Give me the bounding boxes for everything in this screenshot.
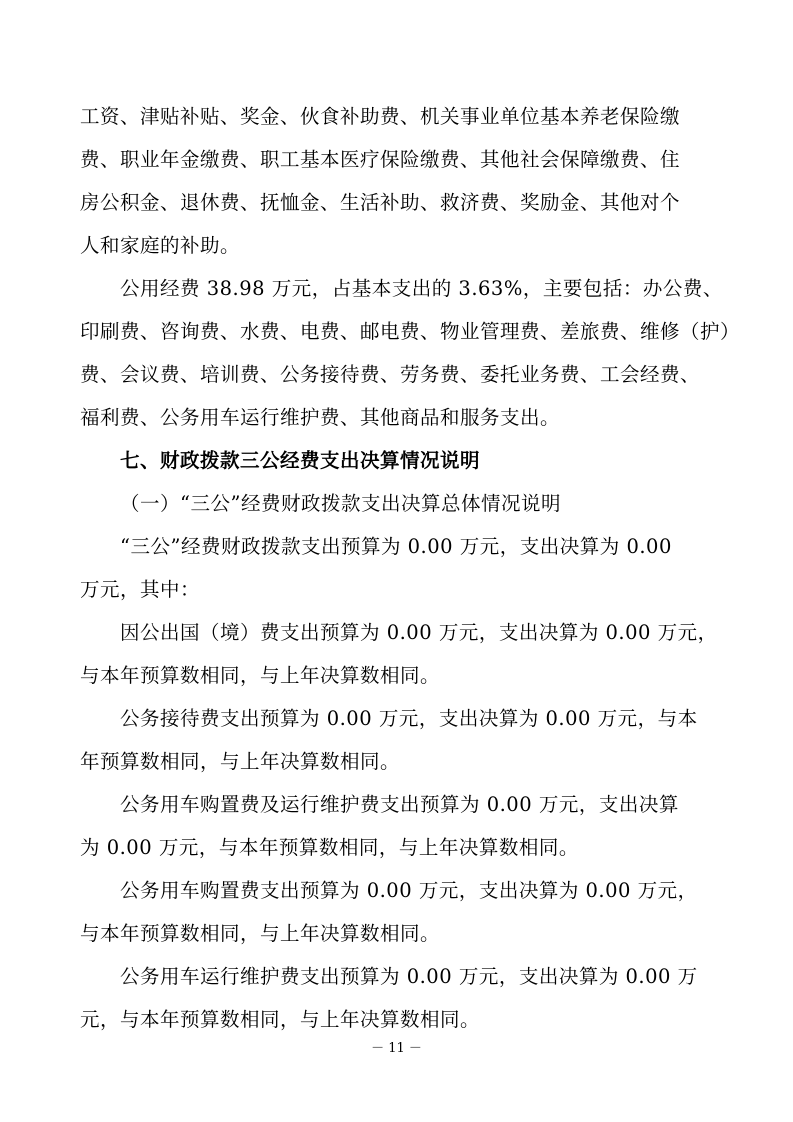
text-line: 费、职业年金缴费、职工基本医疗保险缴费、其他社会保障缴费、住 (80, 148, 681, 171)
paragraph-start: 公务用车购置费支出预算为 0.00 万元，支出决算为 0.00 万元， (120, 879, 698, 902)
text-line: 福利费、公务用车运行维护费、其他商品和服务支出。 (80, 406, 561, 429)
paragraph-start: 公务接待费支出预算为 0.00 万元，支出决算为 0.00 万元，与本 (120, 707, 698, 730)
subsection-heading: （一）“三公”经费财政拨款支出决算总体情况说明 (120, 492, 561, 515)
text-line: 费、会议费、培训费、公务接待费、劳务费、委托业务费、工会经费、 (80, 363, 701, 386)
text-line: 万元，其中： (80, 578, 201, 601)
paragraph-start: 公用经费 38.98 万元，占基本支出的 3.63%，主要包括：办公费、 (120, 277, 723, 300)
text-line: 年预算数相同，与上年决算数相同。 (80, 750, 401, 773)
text-line: 工资、津贴补贴、奖金、伙食补助费、机关事业单位基本养老保险缴 (80, 105, 681, 128)
paragraph-start: 公务用车运行维护费支出预算为 0.00 万元，支出决算为 0.00 万 (120, 965, 698, 988)
paragraph-start: “三公”经费财政拨款支出预算为 0.00 万元，支出决算为 0.00 (120, 535, 672, 558)
text-line: 与本年预算数相同，与上年决算数相同。 (80, 922, 441, 945)
text-line: 人和家庭的补助。 (80, 234, 241, 257)
text-line: 为 0.00 万元，与本年预算数相同，与上年决算数相同。 (80, 836, 579, 859)
page-number: － 11 － (371, 1041, 422, 1056)
section-heading: 七、财政拨款三公经费支出决算情况说明 (120, 449, 481, 472)
text-line: 房公积金、退休费、抚恤金、生活补助、救济费、奖励金、其他对个 (80, 191, 681, 214)
paragraph-start: 公务用车购置费及运行维护费支出预算为 0.00 万元，支出决算 (120, 793, 679, 816)
text-line: 与本年预算数相同，与上年决算数相同。 (80, 664, 441, 687)
text-line: 印刷费、咨询费、水费、电费、邮电费、物业管理费、差旅费、维修（护） (80, 320, 741, 343)
paragraph-start: 因公出国（境）费支出预算为 0.00 万元，支出决算为 0.00 万元， (120, 621, 718, 644)
text-line: 元，与本年预算数相同，与上年决算数相同。 (80, 1008, 481, 1031)
